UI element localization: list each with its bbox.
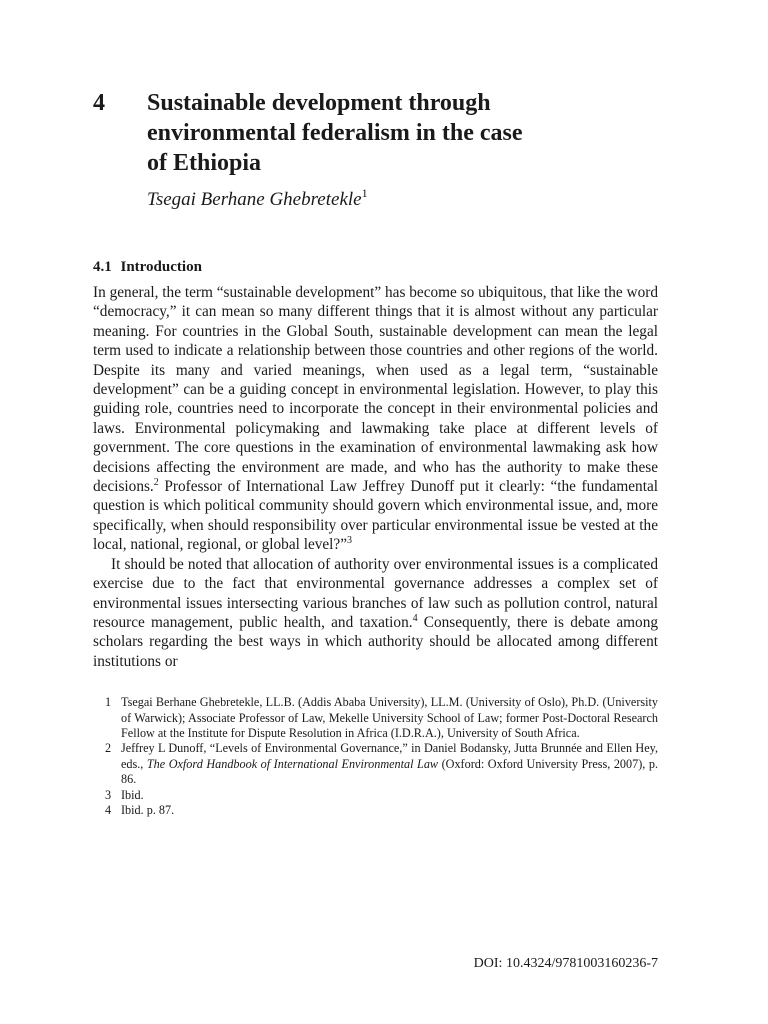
page-content <box>93 88 658 818</box>
footnote-3 <box>105 788 658 803</box>
doi-label[interactable]: DOI: 10.4324/9781003160236-7 <box>473 956 658 971</box>
footnote-number: 2 <box>105 741 112 756</box>
chapter-author <box>147 188 658 212</box>
footnote-number: 1 <box>105 695 112 710</box>
paragraph-text: It should be noted that allocation of authority over environmental issues is a complicated exercise due to the fact that environmental governance addresses a complex set of environmental issues intersecting various branches of law such as pollution control, natural resource management, public health, and taxation. <box>93 555 658 631</box>
footnote-number: 3 <box>105 787 112 802</box>
paragraph-2 <box>93 555 658 671</box>
chapter-title: Sustainable development through environmental federalism in the case of Ethiopia <box>147 90 523 176</box>
footnote-ref-2[interactable]: 2 <box>153 477 159 489</box>
book-title: The Oxford Handbook of International Environmental Law <box>146 756 439 771</box>
paragraph-text: Professor of International Law Jeffrey Dunoff put it clearly: “the fundamental question is which political community should govern which environmental issue, and, more specifically, when should responsibility over particular environmental issue be vested at the local, national, regional, or global level?” <box>93 478 658 554</box>
footnote-ref-3[interactable]: 3 <box>347 535 352 547</box>
footnote-text: Ibid. <box>121 787 144 802</box>
chapter-number: 4 <box>93 90 105 116</box>
footnote-ref-1[interactable]: 1 <box>361 186 368 200</box>
footnotes <box>93 695 658 818</box>
footnote-text-part: Jeffrey L Dunoff, “Levels of Environmental Governance,” in Daniel Bodansky, Jutta Brunnée and Ellen Hey, eds., <box>121 741 658 771</box>
paragraph-1 <box>93 283 658 555</box>
section-number: 4.1 <box>93 259 112 275</box>
footnote-4 <box>105 803 658 818</box>
footnote-2 <box>105 741 658 787</box>
author-name: Tsegai Berhane Ghebretekle <box>147 189 362 210</box>
paragraph-text: Consequently, there is debate among scholars regarding the best ways in which authority should be allocated among different institutions or <box>93 613 658 670</box>
chapter-heading <box>93 88 658 178</box>
footnote-ref-4[interactable]: 4 <box>412 612 418 624</box>
footnote-text <box>121 741 658 787</box>
body-text <box>93 283 658 671</box>
footnote-text: Ibid. p. 87. <box>121 802 175 817</box>
footnote-text-part: (Oxford: Oxford University Press, 2007), p. 86. <box>121 756 658 787</box>
footnote-1 <box>105 695 658 741</box>
footnote-number: 4 <box>105 802 112 817</box>
section-title: Introduction <box>120 259 202 275</box>
footnote-text: Tsegai Berhane Ghebretekle, LL.B. (Addis Ababa University), LL.M. (University of Oslo), Ph.D. (University of Warwick); Associate Professor of Law, Mekelle University School of Law; former Post-Doctoral Research Fellow at the Institute for Dispute Resolution in Africa (I.D.R.A.), University of South Africa. <box>121 695 658 740</box>
section-heading <box>93 257 658 277</box>
paragraph-text: In general, the term “sustainable development” has become so ubiquitous, that like the word “democracy,” it can mean so many different things that it is almost without any particular meaning. For countries in the Global South, sustainable development can mean the legal term used to indicate a relationship between those countries and other regions of the world. Despite its many and varied meanings, when used as a legal term, “sustainable development” can be a guiding concept in environmental legislation. However, to play this guiding role, countries need to incorporate the concept in their environmental policies and laws. Environmental policymaking and lawmaking take place at different levels of government. The core questions in the examination of environmental lawmaking ask how decisions affecting the environment are made, and who has the authority to make these decisions. <box>93 284 658 496</box>
